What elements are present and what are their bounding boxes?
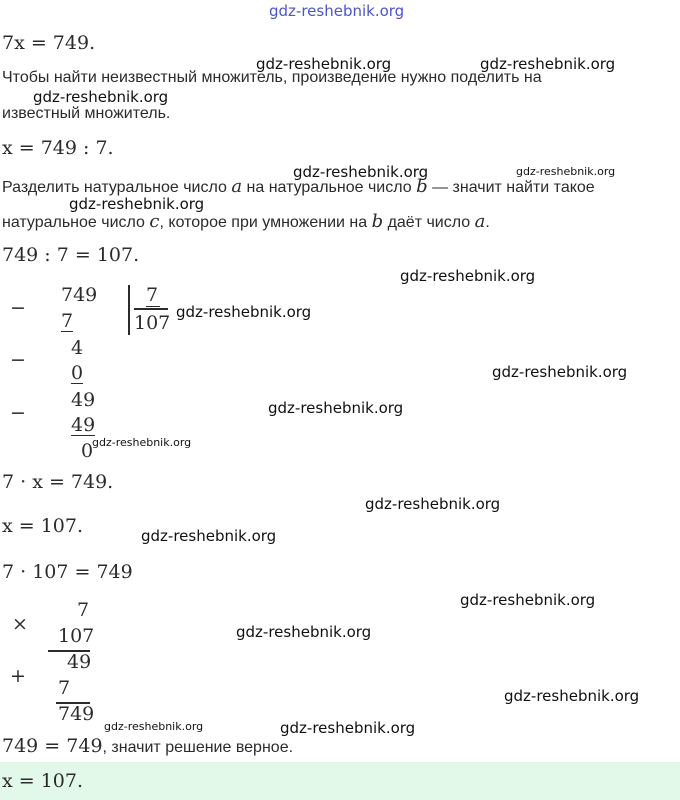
definition-line-2 (2, 211, 490, 232)
answer-box (0, 762, 680, 800)
top-watermark[interactable]: gdz-reshebnik.org (269, 2, 405, 20)
watermark[interactable]: gdz-reshebnik.org (492, 363, 628, 381)
subtrahend-2: 0 (71, 362, 84, 384)
minus-sign: − (10, 402, 26, 424)
watermark[interactable]: gdz-reshebnik.org (236, 623, 372, 641)
check-product: 7 · 107 = 749 (2, 561, 133, 583)
subtrahend-3: 49 (71, 414, 96, 436)
variable-b: b (416, 176, 428, 197)
watermark[interactable]: gdz-reshebnik.org (516, 165, 616, 178)
watermark[interactable]: gdz-reshebnik.org (141, 527, 277, 545)
equation-initial: 7x = 749. (2, 32, 96, 54)
watermark[interactable]: gdz-reshebnik.org (480, 55, 616, 73)
equation-division-result: 749 : 7 = 107. (2, 244, 140, 266)
rule-text-line-1: Чтобы найти неизвестный множитель, произведение нужно поделить на (2, 69, 542, 86)
watermark[interactable]: gdz-reshebnik.org (33, 88, 169, 106)
rule-text-line-2: известный множитель. (2, 105, 171, 122)
watermark[interactable]: gdz-reshebnik.org (104, 720, 204, 733)
watermark[interactable]: gdz-reshebnik.org (460, 591, 596, 609)
variable-a: a (231, 176, 243, 197)
plus-sign: + (10, 665, 26, 687)
watermark[interactable]: gdz-reshebnik.org (92, 436, 192, 449)
variable-b: b (371, 211, 384, 232)
times-sign: × (12, 613, 28, 635)
watermark[interactable]: gdz-reshebnik.org (69, 195, 205, 213)
conclusion-text: , значит решение верное. (102, 739, 294, 756)
watermark[interactable]: gdz-reshebnik.org (268, 399, 404, 417)
check-solution: x = 107. (2, 515, 84, 537)
factor-2: 107 (58, 625, 95, 647)
watermark[interactable]: gdz-reshebnik.org (504, 687, 640, 705)
equation-x-division: x = 749 : 7. (2, 137, 114, 159)
subtrahend-1: 7 (61, 310, 74, 332)
remainder-2: 4 (71, 337, 84, 359)
partial-product-1: 49 (67, 651, 92, 673)
divisor: 7 (146, 284, 159, 306)
watermark[interactable]: gdz-reshebnik.org (176, 303, 312, 321)
division-bar (128, 285, 130, 335)
partial-product-2: 7 (58, 677, 71, 699)
final-remainder: 0 (81, 440, 94, 462)
dividend: 749 (61, 284, 98, 306)
minus-sign: − (10, 349, 26, 371)
remainder-3: 49 (71, 389, 96, 411)
answer-text: x = 107. (2, 770, 84, 792)
definition-text: — значит найти такое (432, 179, 595, 196)
definition-text: натуральное число (2, 214, 145, 231)
minus-sign: − (10, 297, 26, 319)
definition-text: . (485, 214, 490, 231)
quotient-line (134, 308, 168, 310)
watermark[interactable]: gdz-reshebnik.org (400, 267, 536, 285)
definition-text: Разделить натуральное число (2, 179, 227, 196)
variable-c: c (149, 211, 160, 232)
factor-1: 7 (77, 599, 90, 621)
watermark[interactable]: gdz-reshebnik.org (365, 495, 501, 513)
watermark[interactable]: gdz-reshebnik.org (280, 719, 416, 737)
watermark[interactable]: gdz-reshebnik.org (256, 55, 392, 73)
definition-text: на натуральное число (246, 179, 412, 196)
definition-text: , которое при умножении на (159, 214, 368, 231)
conclusion-equation: 749 = 749 (2, 735, 103, 757)
conclusion (2, 735, 293, 757)
quotient: 107 (134, 312, 171, 334)
variable-a: a (474, 211, 486, 232)
watermark[interactable]: gdz-reshebnik.org (293, 163, 429, 181)
definition-text: даёт число (387, 214, 471, 231)
check-equation: 7 · x = 749. (2, 471, 114, 493)
product-result: 749 (58, 703, 95, 725)
